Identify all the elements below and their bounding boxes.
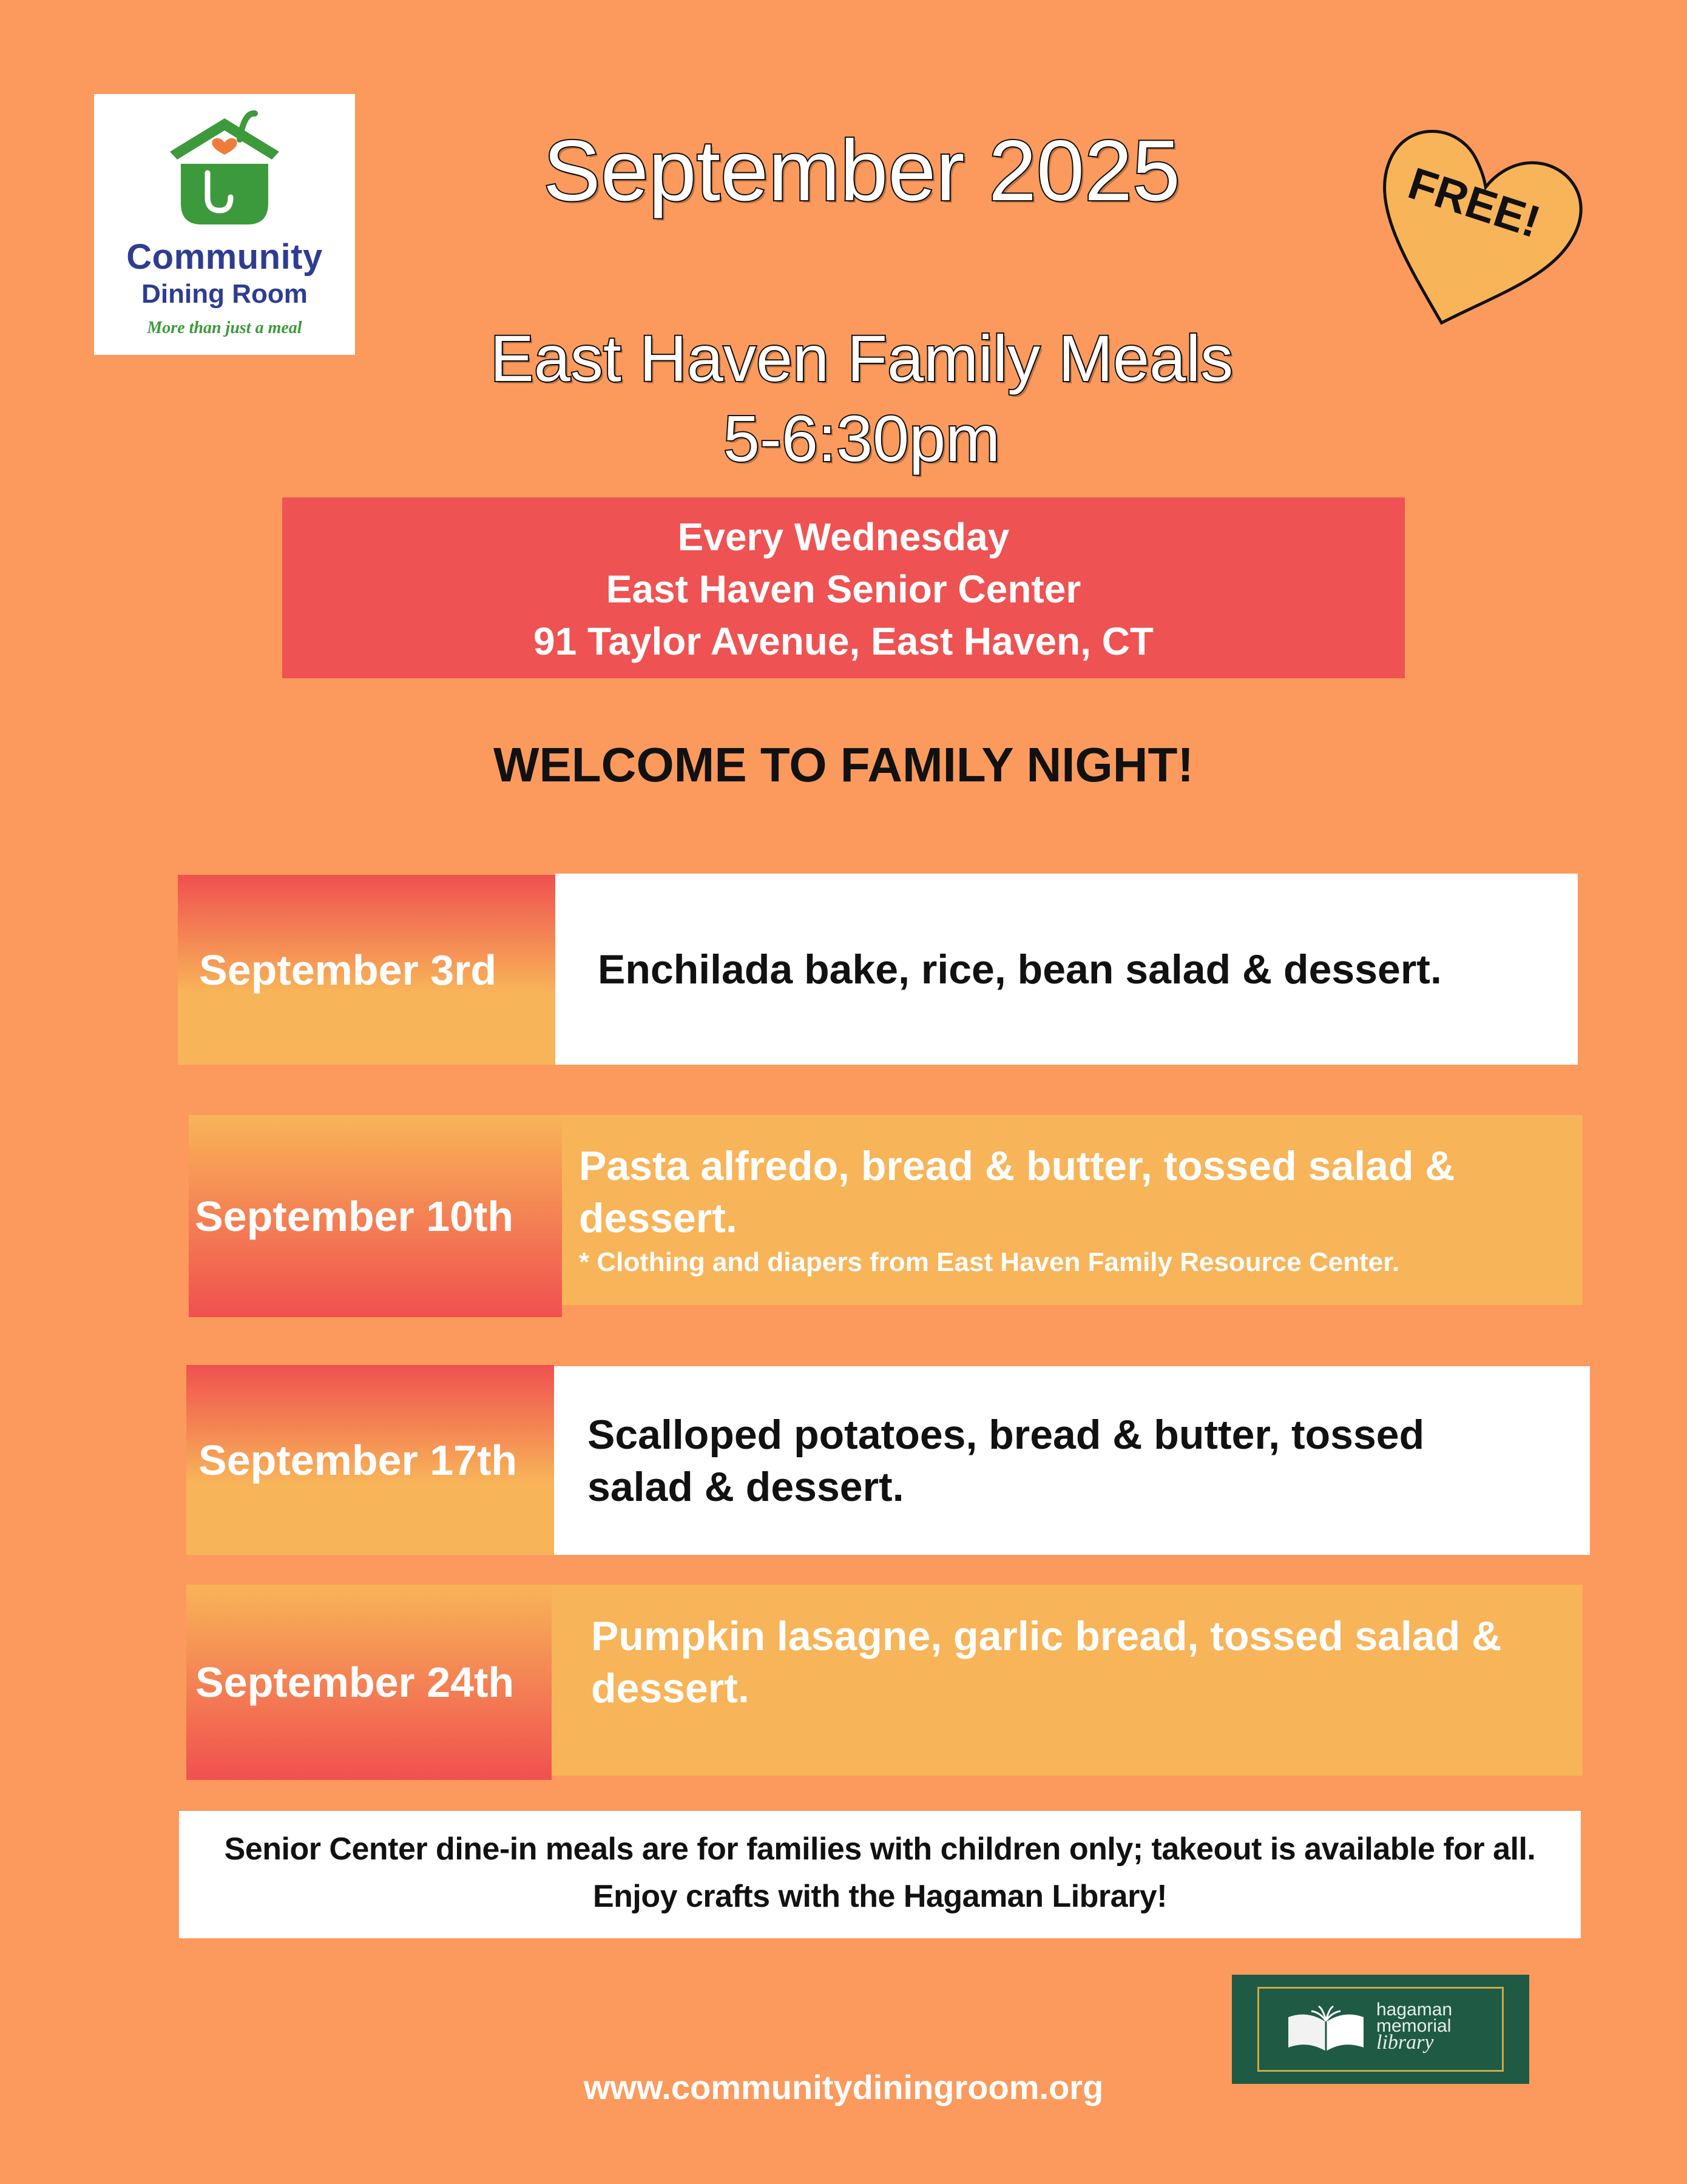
free-heart-badge bbox=[1341, 112, 1602, 349]
schedule-meal bbox=[562, 1115, 1583, 1305]
library-name-line2: memorial bbox=[1376, 2016, 1452, 2036]
page-title: September 2025 bbox=[543, 123, 1180, 219]
community-dining-room-logo bbox=[94, 94, 355, 355]
free-badge-text: FREE! bbox=[1402, 157, 1546, 248]
schedule-meal bbox=[554, 1366, 1590, 1555]
banner-address: 91 Taylor Avenue, East Haven, CT bbox=[533, 619, 1154, 663]
library-logo-text bbox=[1376, 2000, 1453, 2054]
location-banner bbox=[282, 497, 1405, 678]
notice-line-1: Senior Center dine-in meals are for families with children only; takeout is available for all. bbox=[224, 1832, 1536, 1867]
banner-venue: East Haven Senior Center bbox=[606, 567, 1081, 611]
welcome-heading: WELCOME TO FAMILY NIGHT! bbox=[493, 738, 1194, 792]
dine-in-notice bbox=[179, 1811, 1581, 1938]
heart-icon bbox=[1347, 118, 1593, 349]
open-book-icon bbox=[1283, 2004, 1368, 2058]
meal-description: Scalloped potatoes, bread & butter, tossed salad & dessert. bbox=[587, 1411, 1425, 1510]
library-name-line1: hagaman bbox=[1376, 2000, 1453, 2020]
logo-brand-dining-room: Dining Room bbox=[141, 279, 308, 309]
logo-brand-community: Community bbox=[126, 237, 323, 277]
schedule-date: September 24th bbox=[186, 1585, 552, 1780]
meal-description: Pasta alfredo, bread & butter, tossed salad & dessert. bbox=[579, 1142, 1455, 1241]
website-link[interactable]: www.communitydiningroom.org bbox=[583, 2068, 1104, 2106]
schedule-date: September 3rd bbox=[178, 875, 555, 1065]
meal-note: * Clothing and diapers from East Haven Family Resource Center. bbox=[579, 1247, 1400, 1277]
logo-tagline: More than just a meal bbox=[147, 318, 302, 337]
pot-with-heart-icon bbox=[164, 106, 285, 234]
schedule-meal bbox=[555, 874, 1578, 1065]
schedule-date: September 17th bbox=[186, 1365, 554, 1555]
page-subtitle bbox=[364, 318, 1359, 479]
schedule-date: September 10th bbox=[189, 1115, 562, 1317]
meal-description: Enchilada bake, rice, bean salad & dessert. bbox=[598, 946, 1442, 993]
banner-day: Every Wednesday bbox=[677, 515, 1010, 559]
library-name-line3: library bbox=[1376, 2031, 1434, 2054]
subtitle-time: 5-6:30pm bbox=[723, 402, 1001, 475]
schedule-meal bbox=[552, 1585, 1583, 1776]
subtitle-event: East Haven Family Meals bbox=[490, 322, 1234, 395]
meal-description: Pumpkin lasagne, garlic bread, tossed salad & dessert. bbox=[591, 1613, 1502, 1711]
notice-line-2: Enjoy crafts with the Hagaman Library! bbox=[592, 1879, 1168, 1914]
